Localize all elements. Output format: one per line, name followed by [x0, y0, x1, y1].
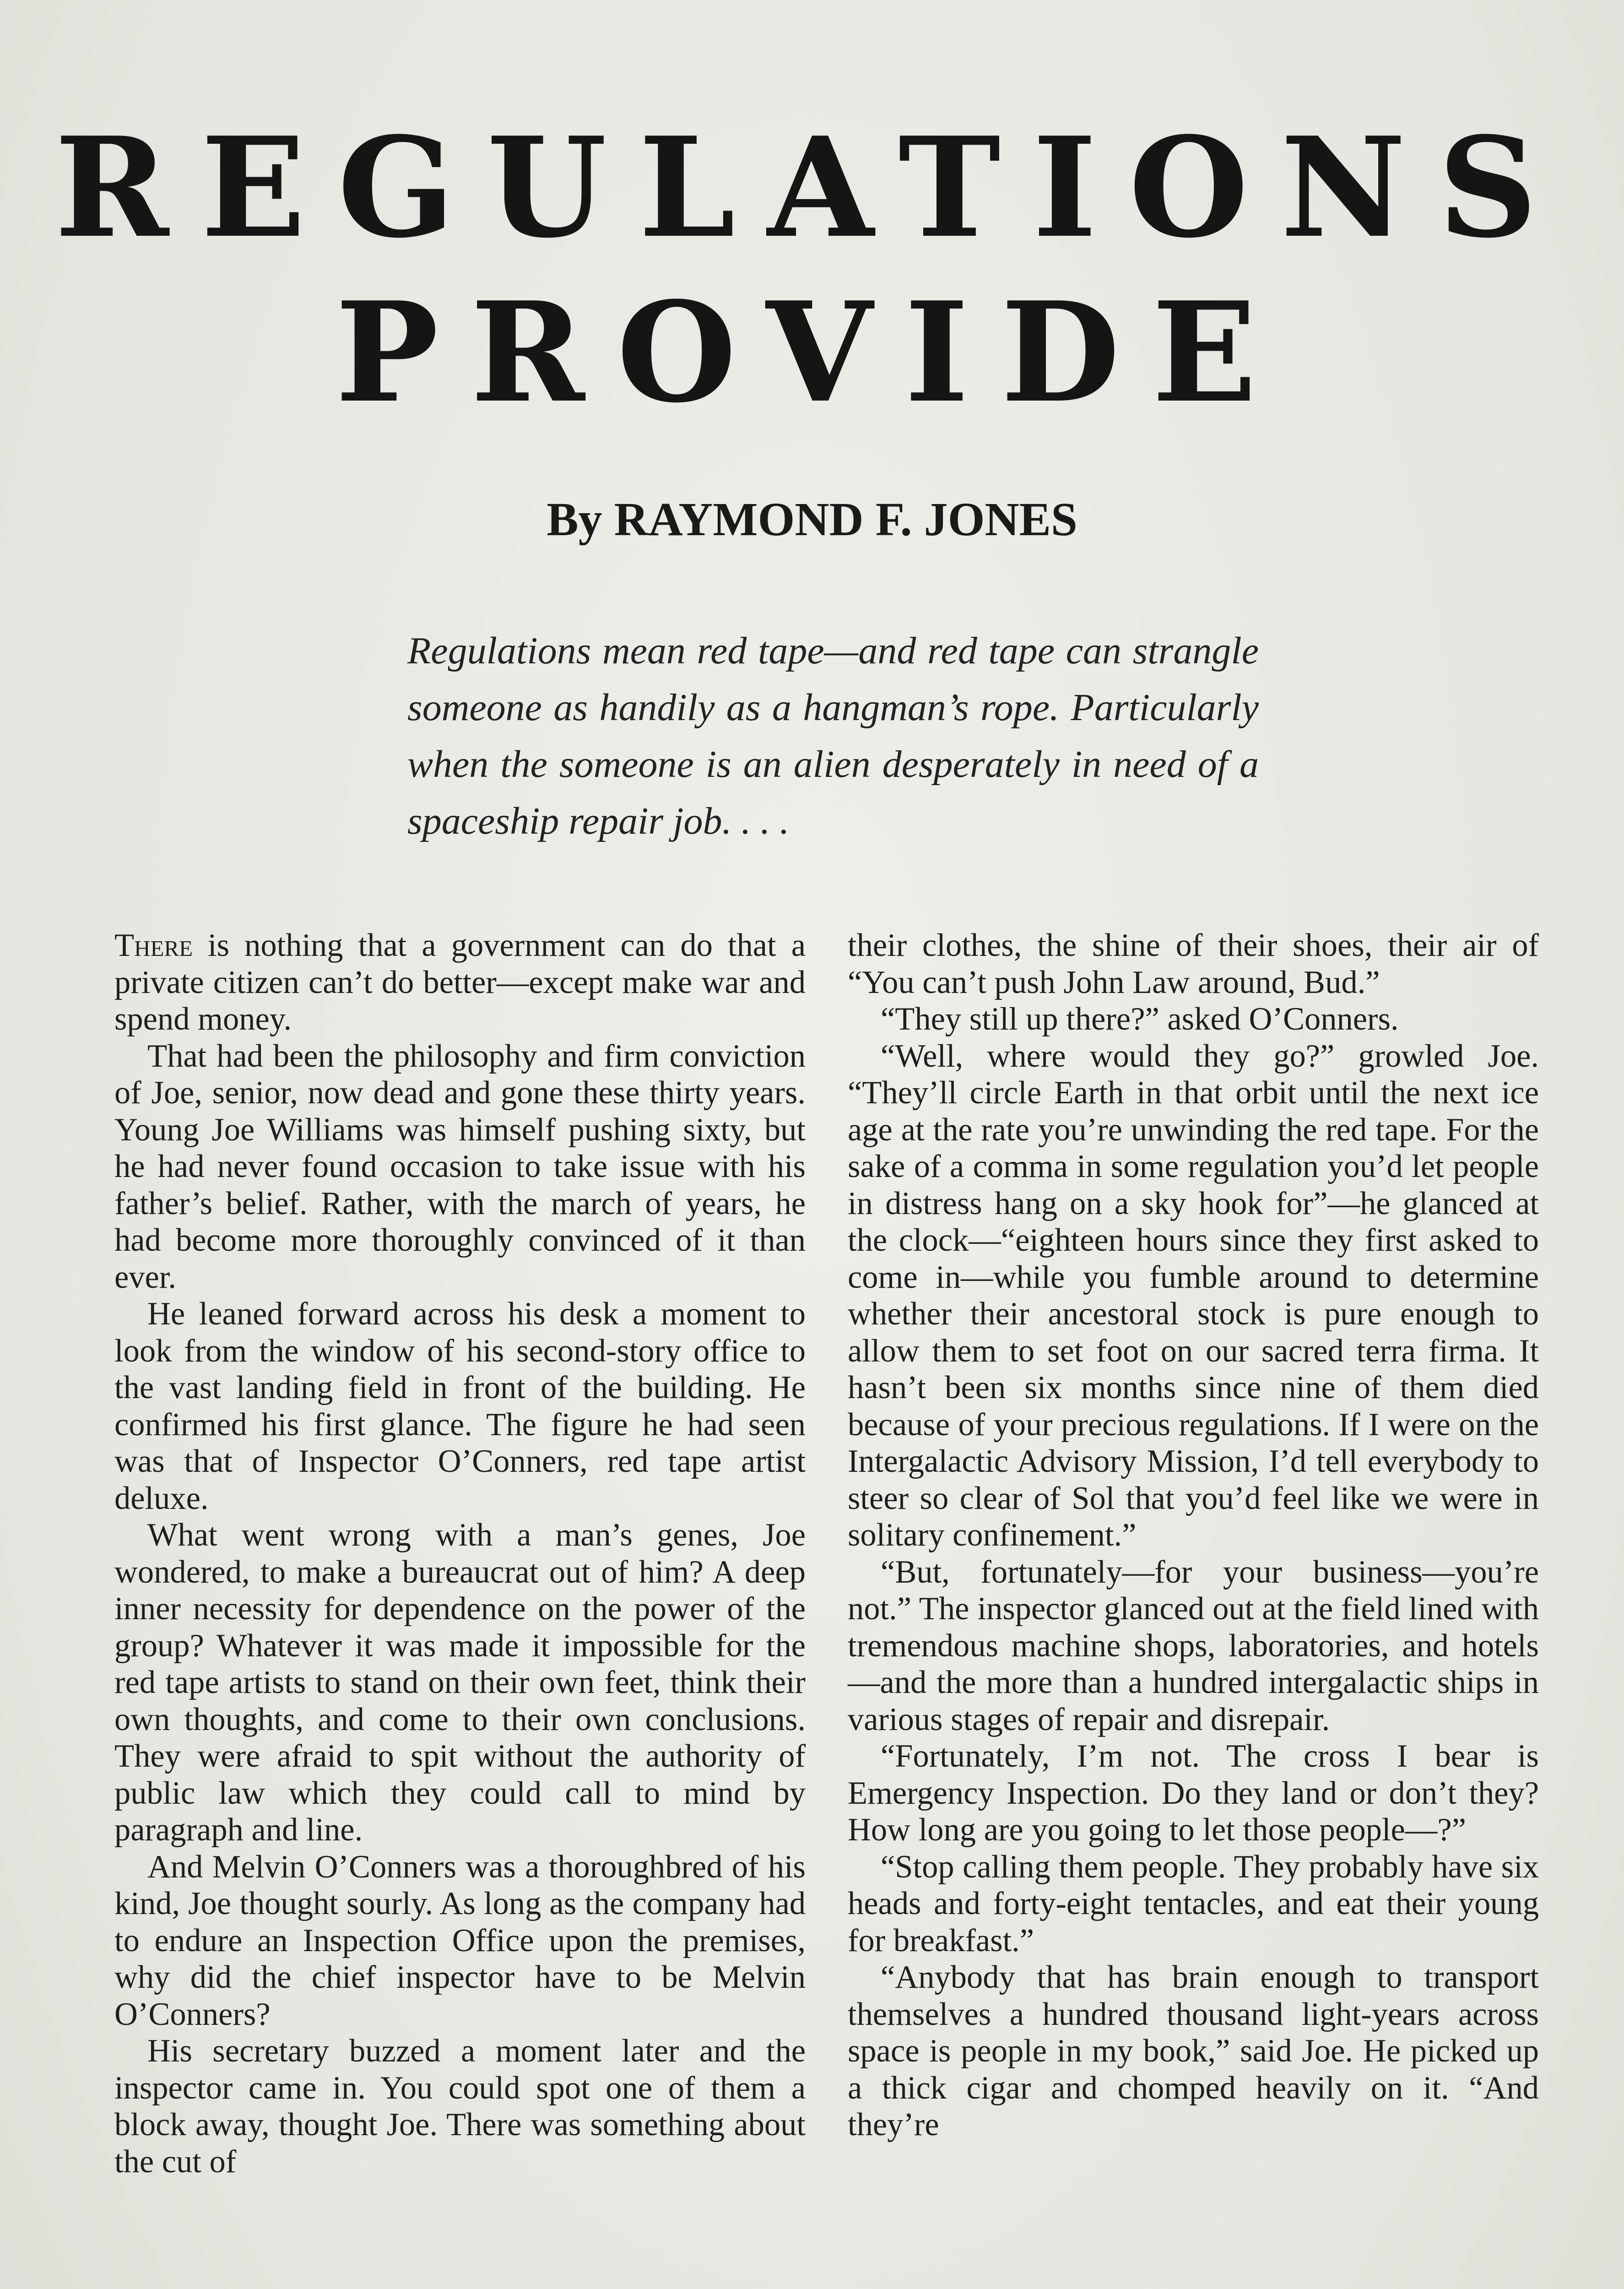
- paragraph: That had been the philosophy and firm conviction of Joe, senior, now dead and gone these thirty years. Young Joe Williams was himself pushing sixty, but he had never found occasion to take issue with his father’s belief. Rather, with the march of years, he had become more thoroughly convinced of it than ever.: [114, 1038, 806, 1295]
- paragraph: “Stop calling them people. They probably have six heads and forty-eight tentacles, and eat their young for breakfast.”: [848, 1849, 1539, 1958]
- paragraph: [114, 927, 806, 1038]
- story-blurb: Regulations mean red tape—and red tape can strangle someone as handily as a hangman’s rope. Particularly when the someone is an alien desperately in need of a spaceship repair job. . . .: [407, 629, 1259, 842]
- story-column-right: [848, 927, 1539, 2143]
- paragraph-text: is nothing that a government can do that a private citizen can’t do better—except make war and spend money.: [114, 928, 806, 1037]
- story-title-line-2: PROVIDE: [335, 271, 1289, 433]
- story-title-line-1: REGULATIONS: [54, 107, 1570, 268]
- paragraph: “Fortunately, I’m not. The cross I bear is Emergency Inspection. Do they land or don’t they? How long are you going to let those people—?”: [848, 1738, 1539, 1848]
- author-byline: By RAYMOND F. JONES: [547, 493, 1077, 546]
- paragraph: His secretary buzzed a moment later and the inspector came in. You could spot one of them a block away, thought Joe. There was something about the cut of: [114, 2033, 806, 2180]
- paragraph: And Melvin O’Conners was a thoroughbred of his kind, Joe thought sourly. As long as the company had to endure an Inspection Office upon the premises, why did the chief inspector have to be Melvin O’Conners?: [114, 1849, 806, 2032]
- story-column-left: [114, 927, 806, 2180]
- paragraph: He leaned forward across his desk a moment to look from the window of his second-story office to the vast landing field in front of the building. He confirmed his first glance. The figure he had seen was that of Inspector O’Conners, red tape artist deluxe.: [114, 1296, 806, 1516]
- paragraph: “Anybody that has brain enough to transport themselves a hundred thousand light-years across space is people in my book,” said Joe. He picked up a thick cigar and chomped heavily on it. “And they’re: [848, 1959, 1539, 2143]
- paragraph: “But, fortunately—for your business—you’re not.” The inspector glanced out at the field lined with tremendous machine shops, laboratories, and hotels—and the more than a hundred intergalactic ships in various stages of repair and disrepair.: [848, 1554, 1539, 1737]
- paragraph: “They still up there?” asked O’Conners.: [881, 1001, 1399, 1037]
- paragraph: “Well, where would they go?” growled Joe. “They’ll circle Earth in that orbit until the next ice age at the rate you’re unwinding the red tape. For the sake of a comma in some regulation you’d let people in distress hang on a sky hook for”—he glanced at the clock—“eighteen hours since they first asked to come in—while you fumble around to determine whether their ancestoral stock is pure enough to allow them to set foot on our sacred terra firma. It hasn’t been six months since nine of them died because of your precious regulations. If I were on the Intergalactic Advisory Mission, I’d tell everybody to steer so clear of Sol that you’d feel like we were in solitary confinement.”: [848, 1038, 1539, 1553]
- paragraph-continued: their clothes, the shine of their shoes, their air of “You can’t push John Law around, Bud.”: [848, 928, 1539, 1000]
- paragraph: What went wrong with a man’s genes, Joe wondered, to make a bureaucrat out of him? A deep inner necessity for dependence on the power of the group? Whatever it was made it impossible for the red tape artists to stand on their own feet, think their own thoughts, and come to their own conclusions. They were afraid to spit without the authority of public law which they could call to mind by paragraph and line.: [114, 1517, 806, 1848]
- drop-lead-word: There: [114, 928, 193, 963]
